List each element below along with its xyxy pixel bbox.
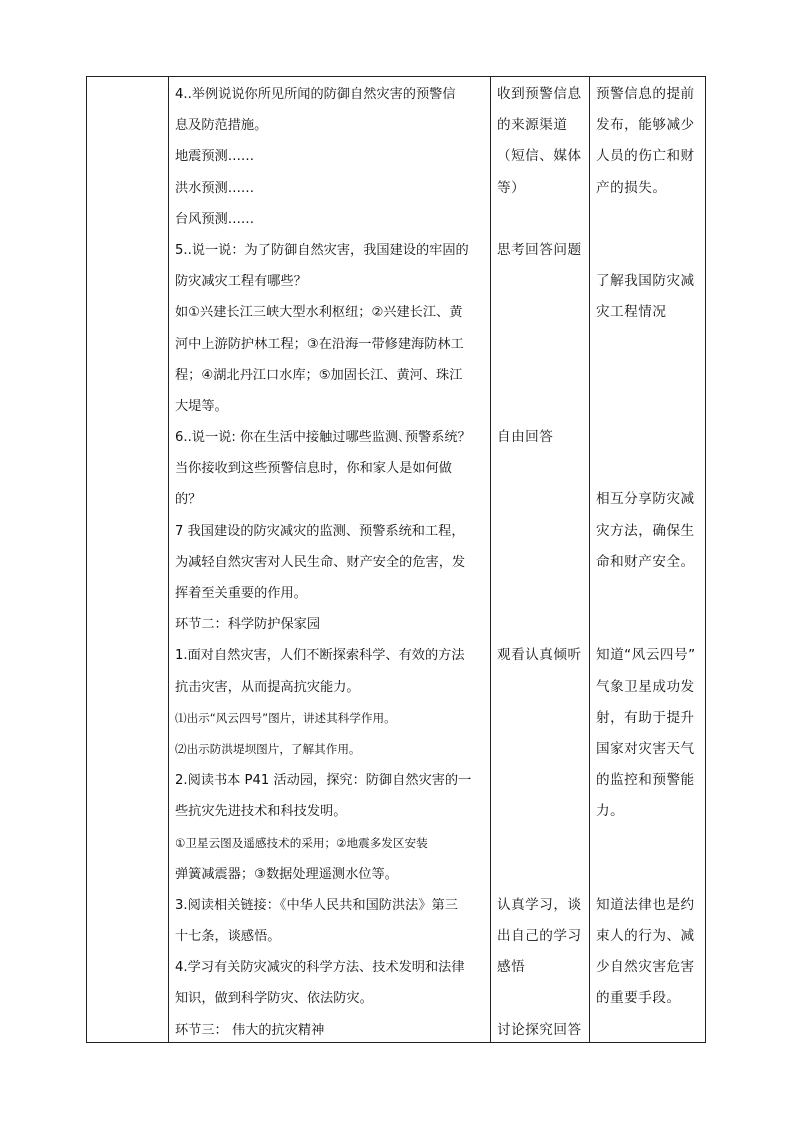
text-line: 防灾减灾工程有哪些？ xyxy=(175,274,307,290)
text-line: 的重要手段。 xyxy=(596,990,681,1007)
text-line: 等） xyxy=(497,179,526,196)
text-line: 出自己的学习 xyxy=(497,928,582,945)
text-line: 十七条，谈感悟。 xyxy=(175,929,281,945)
text-line xyxy=(596,828,704,859)
text-line xyxy=(497,828,587,859)
text-line: 的监控和预警能 xyxy=(596,772,695,789)
text-line: 程；④湖北丹江口水库；⑤加固长江、黄河、珠江 xyxy=(175,367,463,383)
text-line: 收到预警信息 xyxy=(497,86,582,102)
text-line: 5..说一说：为了防御自然灾害，我国建设的牢固的 xyxy=(175,242,469,258)
text-line: 命和财产安全。 xyxy=(596,553,695,570)
text-line xyxy=(497,734,587,765)
text-line: 认真学习，谈 xyxy=(497,896,582,913)
text-line: 3.阅读相关链接：《中华人民共和国防洪法》第三 xyxy=(175,897,458,913)
text-line: 国家对灾害天气 xyxy=(596,740,695,757)
design-intent-column xyxy=(596,79,704,1046)
text-line xyxy=(497,360,587,391)
text-line xyxy=(497,578,587,609)
text-line: 讨论探究回答 xyxy=(497,1021,582,1038)
text-line xyxy=(596,578,704,609)
text-line: 自由回答 xyxy=(497,429,554,446)
text-line: 的？ xyxy=(175,492,202,508)
text-line: 些抗灾先进技术和科技发明。 xyxy=(175,804,347,820)
text-line: 少自然灾害危害 xyxy=(596,959,695,976)
text-line: 大堤等。 xyxy=(175,398,228,414)
text-line: 台风预测…… xyxy=(175,211,255,227)
text-line xyxy=(596,360,704,391)
text-line xyxy=(497,672,587,703)
text-line: 4.学习有关防灾减灾的科学方法、技术发明和法律 xyxy=(175,960,465,976)
text-line: 的来源渠道 xyxy=(497,117,568,134)
text-line: 思考回答问题 xyxy=(497,241,582,258)
text-line: ①卫星云图及遥感技术的采用；②地震多发区安装 xyxy=(175,835,428,850)
text-line xyxy=(596,422,704,453)
text-line xyxy=(497,983,587,1014)
text-line: 洪水预测…… xyxy=(175,180,255,196)
text-line xyxy=(596,859,704,890)
text-line: 发布，能够减少 xyxy=(596,117,695,134)
text-line xyxy=(497,765,587,796)
column-divider-1 xyxy=(168,77,169,1042)
text-line: 弹簧减震器；③数据处理遥测水位等。 xyxy=(175,866,398,882)
text-line: 7 我国建设的防灾减灾的监测、预警系统和工程， xyxy=(175,523,465,539)
text-line: 知道法律也是约 xyxy=(596,896,695,913)
text-line: 气象卫星成功发 xyxy=(596,678,695,695)
text-line: 息及防范措施。 xyxy=(175,118,268,134)
lesson-plan-table xyxy=(86,76,706,1043)
text-line: 知道“风云四号” xyxy=(596,647,696,664)
text-line: 力。 xyxy=(596,803,625,820)
text-line: 灾方法，确保生 xyxy=(596,522,695,539)
text-line xyxy=(596,235,704,266)
text-line: 抗击灾害，从而提高抗灾能力。 xyxy=(175,679,360,695)
text-line: 地震预测…… xyxy=(175,149,255,165)
text-line xyxy=(497,484,587,515)
text-line: 了解我国防灾减 xyxy=(596,273,695,290)
text-line: ⑴出示“风云四号”图片，讲述其科学作用。 xyxy=(175,710,396,725)
text-line xyxy=(497,266,587,297)
text-line: 2.阅读书本 P41 活动园，探究：防御自然灾害的一 xyxy=(175,773,472,789)
text-line: 如①兴建长江三峡大型水利枢纽；②兴建长江、黄 xyxy=(175,305,463,321)
text-line xyxy=(497,204,587,235)
text-line xyxy=(596,391,704,422)
text-line: 为减轻自然灾害对人民生命、财产安全的危害，发 xyxy=(175,554,466,570)
text-line xyxy=(596,1015,704,1046)
text-line xyxy=(497,391,587,422)
text-line xyxy=(497,859,587,890)
text-line: 1.面对自然灾害，人们不断探索科学、有效的方法 xyxy=(175,648,465,664)
student-activities-column xyxy=(497,79,587,1046)
text-line: （短信、媒体 xyxy=(497,148,582,165)
text-line: 预警信息的提前 xyxy=(596,86,695,102)
text-line xyxy=(497,329,587,360)
teaching-activities-column xyxy=(175,79,493,1046)
text-line xyxy=(497,703,587,734)
text-line xyxy=(596,329,704,360)
text-line xyxy=(497,609,587,640)
text-line xyxy=(596,453,704,484)
text-line xyxy=(497,516,587,547)
text-line: 知识，做到科学防灾、依法防灾。 xyxy=(175,991,373,1007)
text-line: ⑵出示防洪堤坝图片，了解其作用。 xyxy=(175,741,361,756)
text-line: 河中上游防护林工程；③在沿海一带修建海防林工 xyxy=(175,336,464,352)
text-line: 感悟 xyxy=(497,959,526,976)
column-divider-3 xyxy=(589,77,590,1042)
text-line: 6..说一说: 你在生活中接触过哪些监测､预警系统？ xyxy=(175,430,471,446)
text-line: 环节三： 伟大的抗灾精神 xyxy=(175,1022,325,1038)
text-line: 产的损失。 xyxy=(596,179,667,196)
text-line xyxy=(497,547,587,578)
text-line: 相互分享防灾减 xyxy=(596,491,695,508)
text-line xyxy=(497,297,587,328)
text-line: 观看认真倾听 xyxy=(497,647,582,664)
text-line: 当你接收到这些预警信息时，你和家人是如何做 xyxy=(175,461,452,477)
text-line: 束人的行为、减 xyxy=(596,928,695,945)
text-line: 灾工程情况 xyxy=(596,304,667,321)
text-line: 挥着至关重要的作用。 xyxy=(175,586,307,601)
text-line xyxy=(497,453,587,484)
text-line: 射，有助于提升 xyxy=(596,709,695,726)
text-line xyxy=(596,204,704,235)
text-line: 环节二：科学防护保家园 xyxy=(175,617,321,633)
text-line xyxy=(497,796,587,827)
text-line: 人员的伤亡和财 xyxy=(596,148,695,165)
text-line: 4..举例说说你所见所闻的防御自然灾害的预警信 xyxy=(175,87,456,102)
text-line xyxy=(596,609,704,640)
